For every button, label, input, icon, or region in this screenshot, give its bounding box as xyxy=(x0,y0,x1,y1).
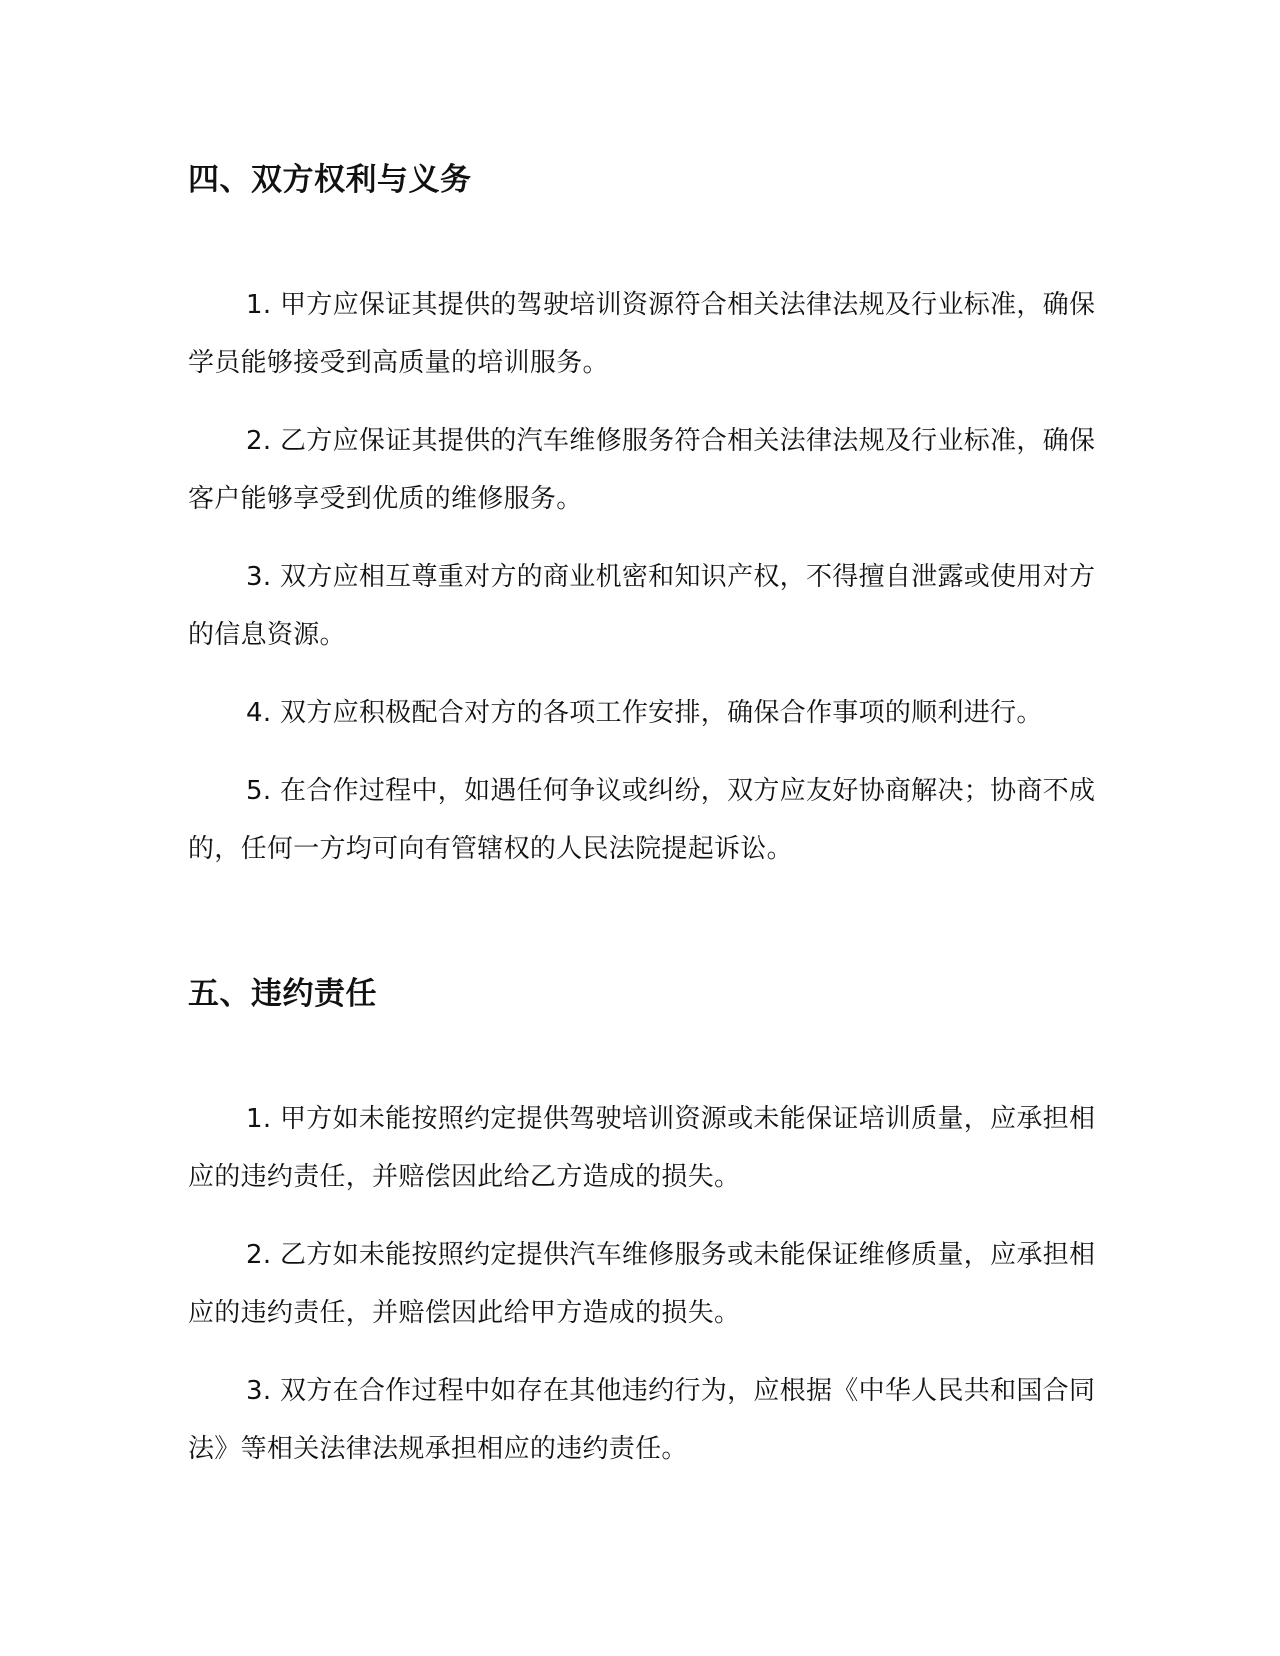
section-4-body xyxy=(188,276,1098,878)
section-5-item-1: 1. 甲方如未能按照约定提供驾驶培训资源或未能保证培训质量，应承担相应的违约责任，并赔偿因此给乙方造成的损失。 xyxy=(188,1104,1096,1192)
section-4-item-4: 4. 双方应积极配合对方的各项工作安排，确保合作事项的顺利进行。 xyxy=(246,698,1043,728)
section-4-item-3: 3. 双方应相互尊重对方的商业机密和知识产权，不得擅自泄露或使用对方的信息资源。 xyxy=(188,562,1096,650)
section-4-heading-block xyxy=(188,158,1098,202)
section-4-item-1: 1. 甲方应保证其提供的驾驶培训资源符合相关法律法规及行业标准，确保学员能够接受到高质量的培训服务。 xyxy=(188,290,1096,378)
section-4-item-5: 5. 在合作过程中，如遇任何争议或纠纷，双方应友好协商解决；协商不成的，任何一方均可向有管辖权的人民法院提起诉讼。 xyxy=(188,776,1096,864)
section-5-body xyxy=(188,1090,1098,1478)
section-5-item-3: 3. 双方在合作过程中如存在其他违约行为，应根据《中华人民共和国合同法》等相关法律法规承担相应的违约责任。 xyxy=(188,1376,1096,1464)
section-5-heading-block xyxy=(188,972,1098,1016)
section-4-item-2: 2. 乙方应保证其提供的汽车维修服务符合相关法律法规及行业标准，确保客户能够享受到优质的维修服务。 xyxy=(188,426,1096,514)
section-4-title: 四、双方权利与义务 xyxy=(188,162,472,198)
section-5-title: 五、违约责任 xyxy=(188,976,377,1012)
section-5-item-2: 2. 乙方如未能按照约定提供汽车维修服务或未能保证维修质量，应承担相应的违约责任，并赔偿因此给甲方造成的损失。 xyxy=(188,1240,1096,1328)
